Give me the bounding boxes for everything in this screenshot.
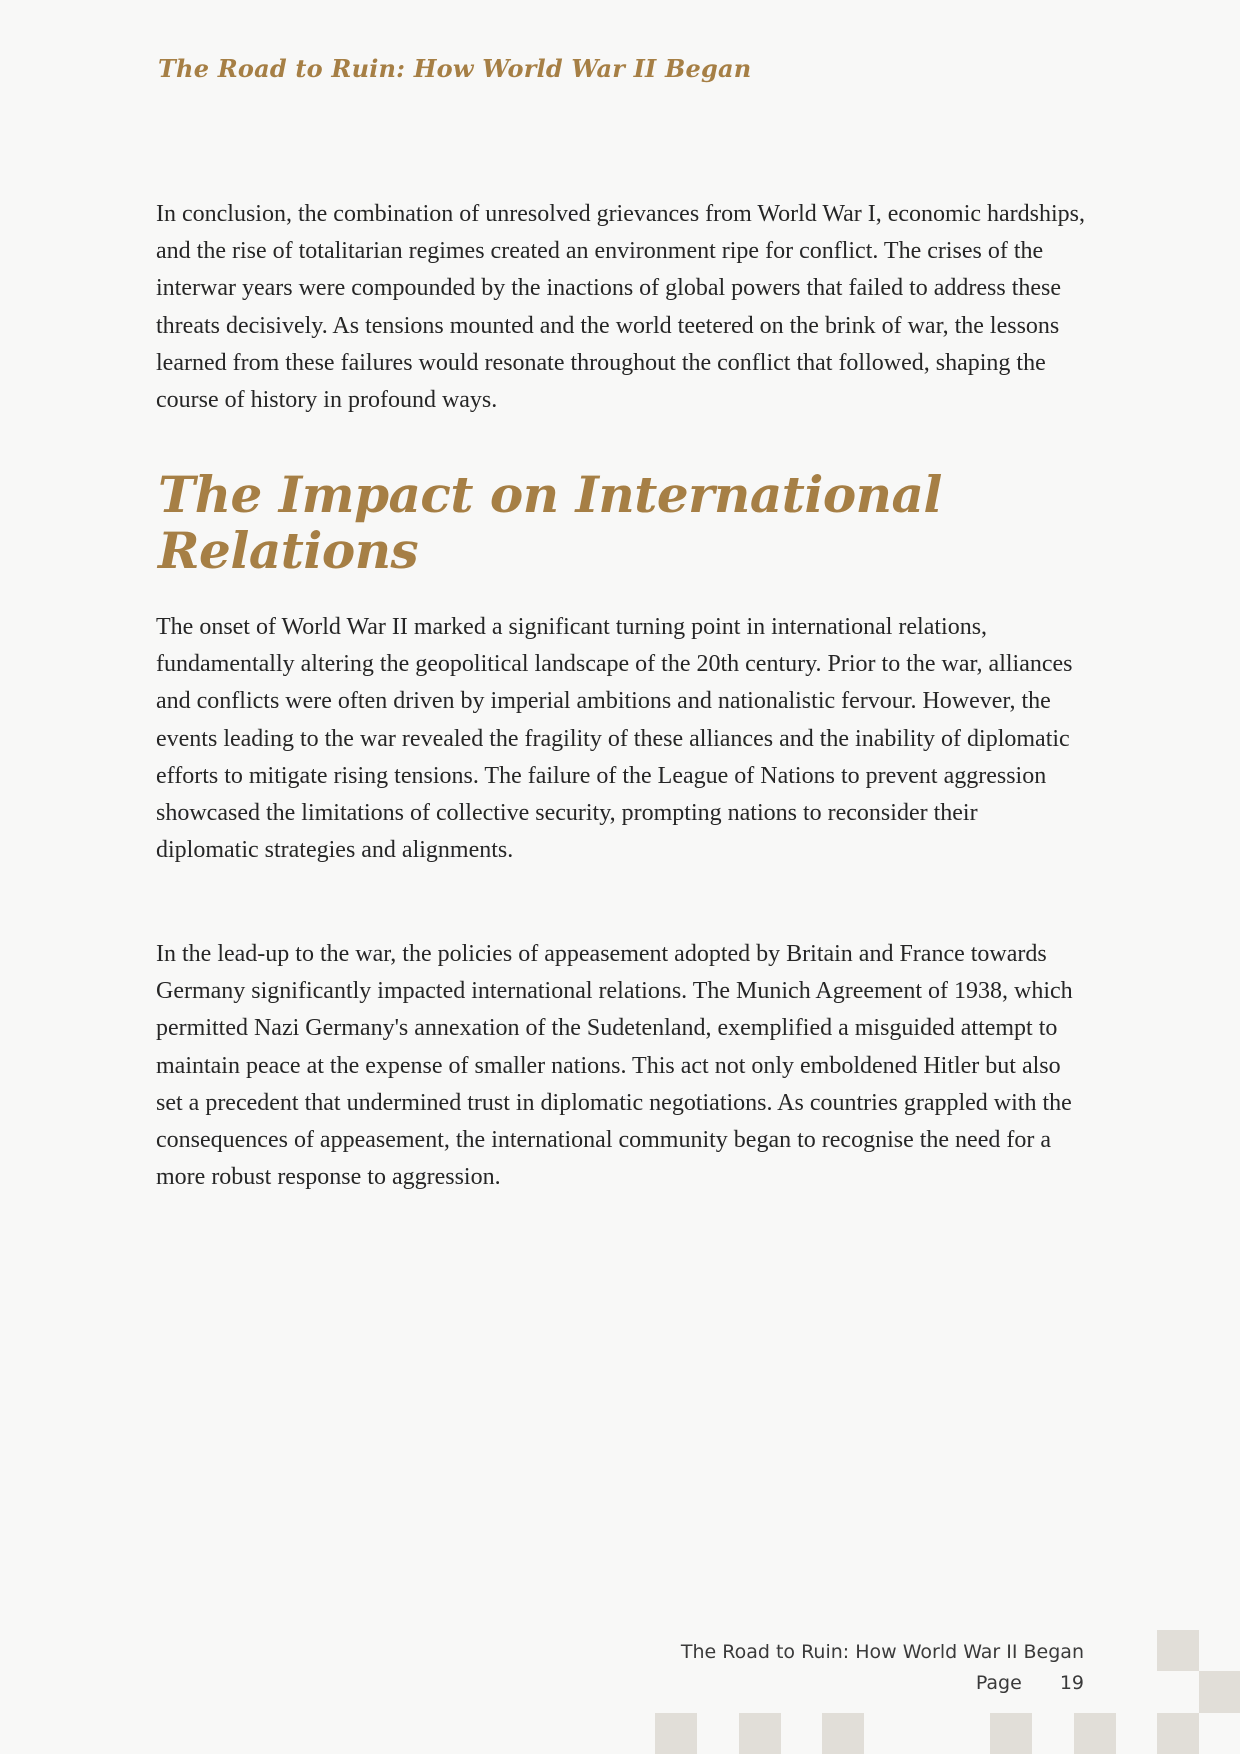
page-label: Page	[975, 1672, 1022, 1694]
body-paragraph: In the lead-up to the war, the policies of appeasement adopted by Britain and France towards Germany significantly impacted international relations. The Munich Agreement of 1938, which permitted Nazi Germany's annexation of the Sudetenland, exemplified a misguided attempt to maintain peace at the expense of smaller nations. This act not only emboldened Hitler but also set a precedent that undermined trust in diplomatic negotiations. As countries grappled with the consequences of appeasement, the international community began to recognise the need for a more robust response to aggression.	[156, 941, 1073, 1191]
body-paragraph: The onset of World War II marked a significant turning point in international relations, fundamentally altering the geopolitical landscape of the 20th century. Prior to the war, alliances and conflicts were often driven by imperial ambitions and nationalistic fervour. However, the events leading to the war revealed the fragility of these alliances and the inability of diplomatic efforts to mitigate rising tensions. The failure of the League of Nations to prevent aggression showcased the limitations of collective security, prompting nations to reconsider their diplomatic strategies and alignments.	[156, 614, 1073, 864]
decorative-square	[822, 1713, 864, 1754]
decorative-square	[655, 1713, 697, 1754]
page-number-value: 19	[1059, 1672, 1084, 1694]
decorative-square	[739, 1713, 781, 1754]
decorative-square	[990, 1713, 1032, 1754]
decorative-square	[1074, 1713, 1116, 1754]
body-paragraph: In conclusion, the combination of unresolved grievances from World War I, economic hardships, and the rise of totalitarian regimes created an environment ripe for conflict. The crises of the interwar years were compounded by the inactions of global powers that failed to address these threats decisively. As tensions mounted and the world teetered on the brink of war, the lessons learned from these failures would resonate throughout the conflict that followed, shaping the course of history in profound ways.	[156, 201, 1086, 414]
section-heading: The Impact on International Relations	[158, 465, 942, 580]
footer-title: The Road to Ruin: How World War II Began	[680, 1641, 1084, 1663]
decorative-square	[1199, 1671, 1240, 1713]
decorative-square	[1157, 1630, 1199, 1671]
running-header: The Road to Ruin: How World War II Began	[158, 54, 752, 83]
decorative-square	[1157, 1713, 1199, 1754]
page-number	[976, 1672, 1084, 1694]
